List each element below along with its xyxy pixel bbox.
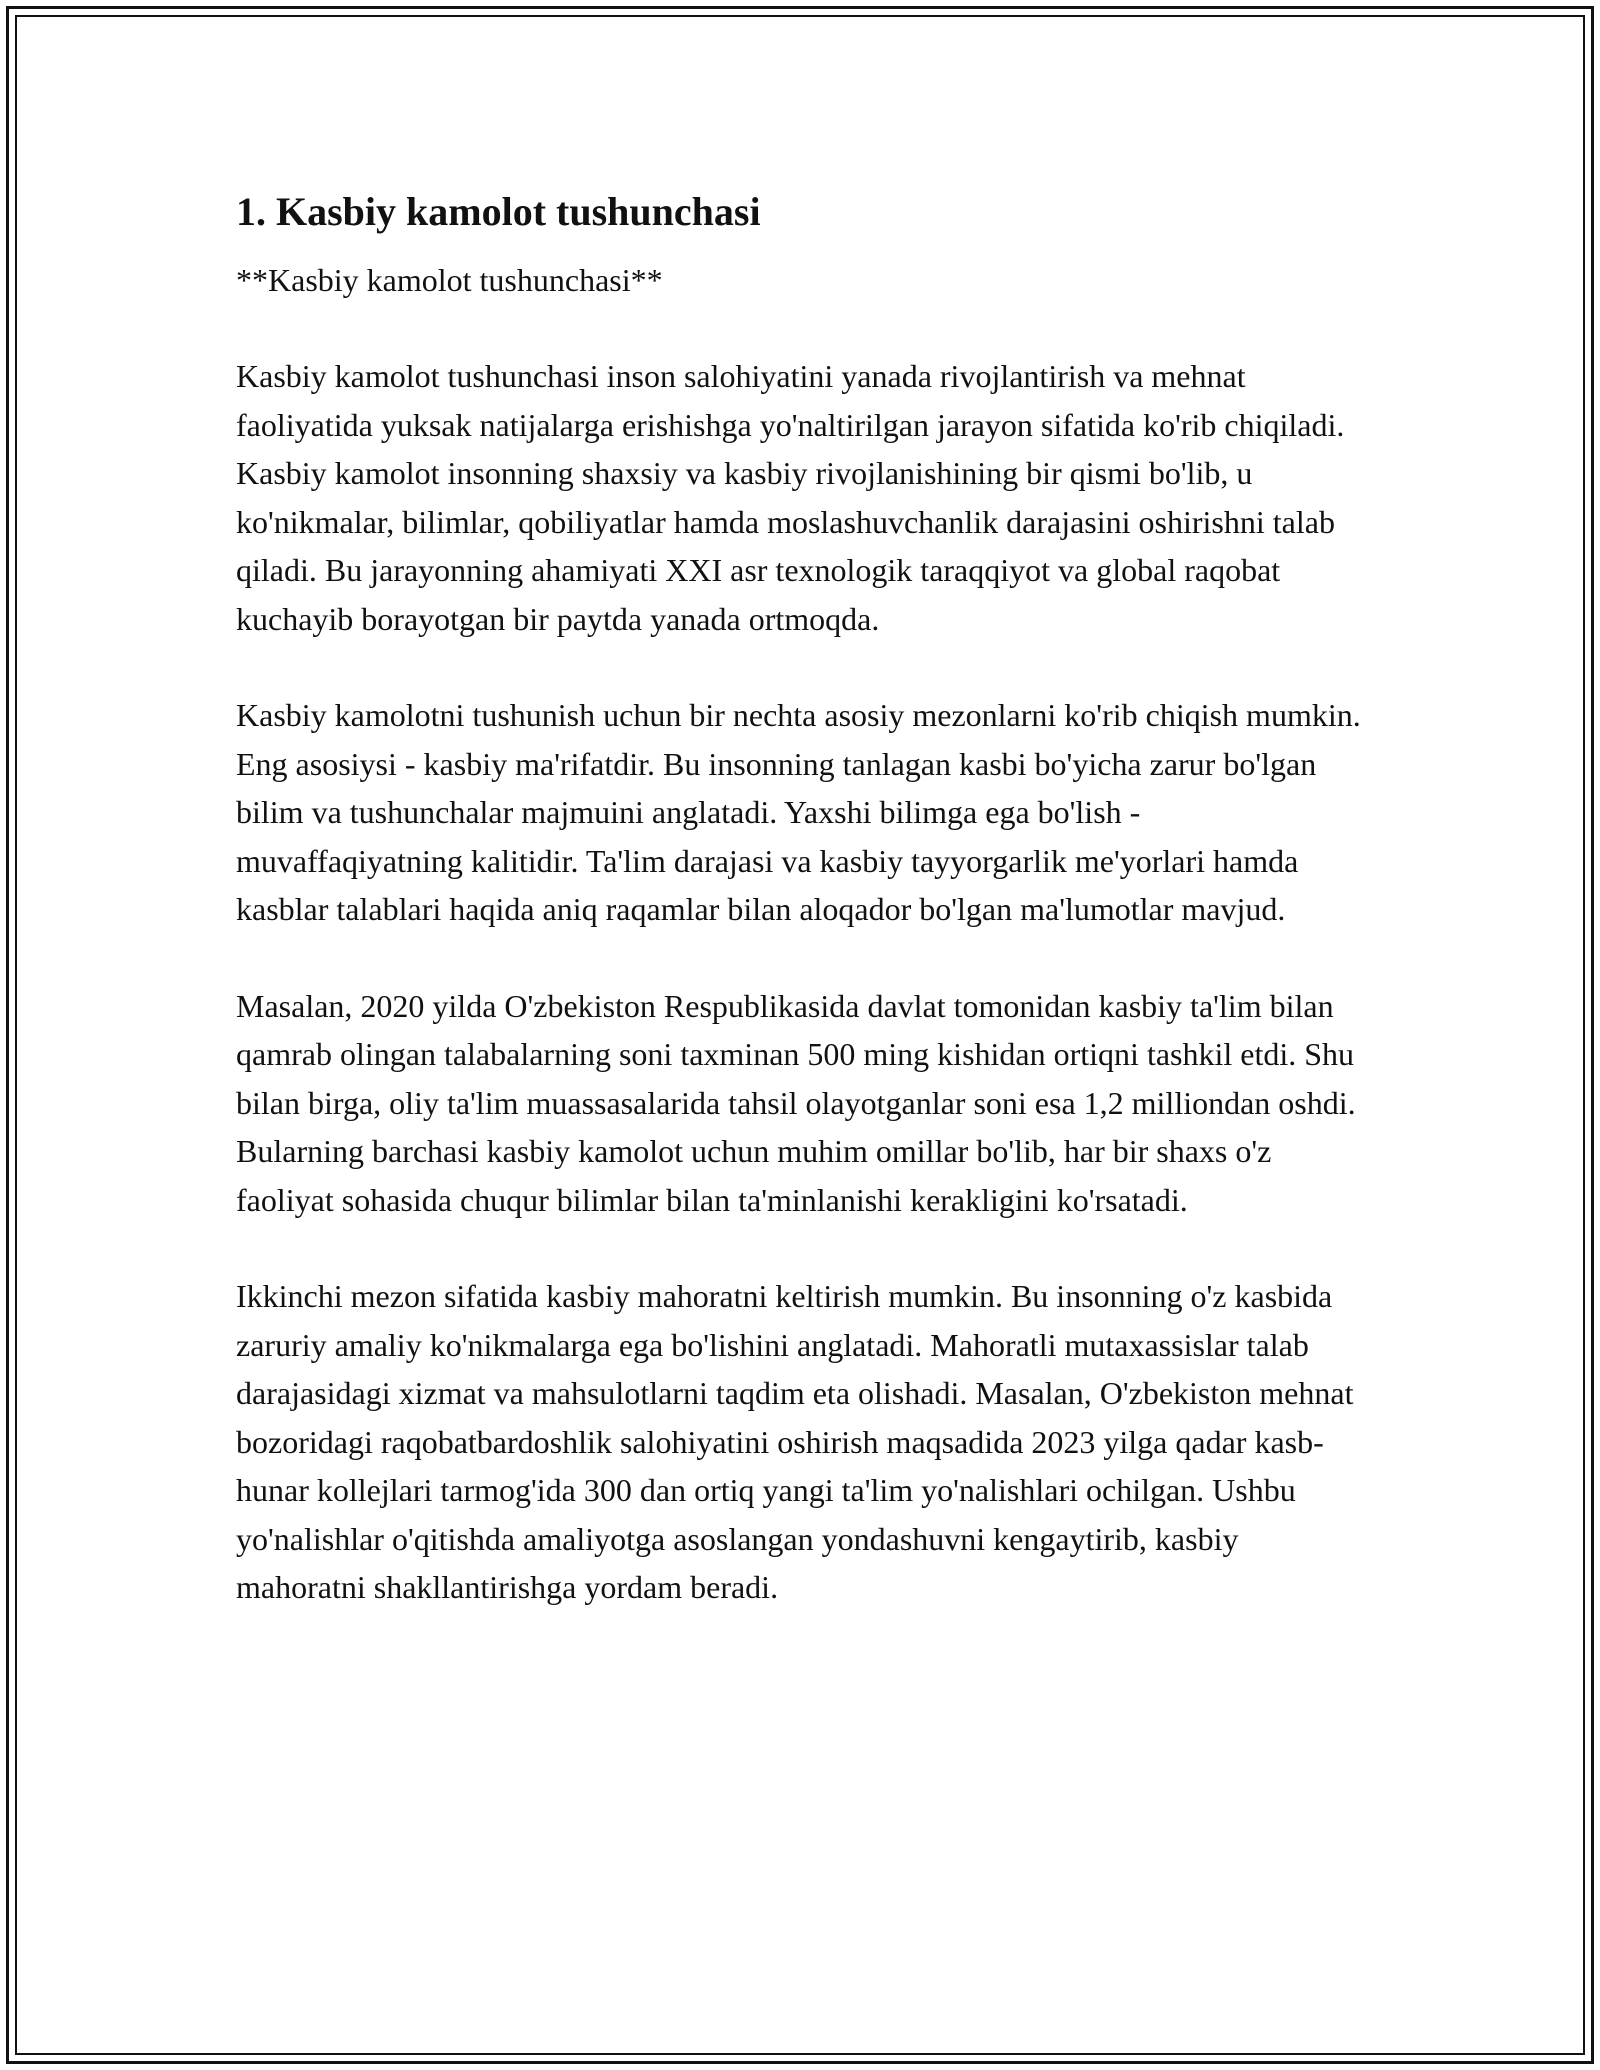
paragraph-4: Ikkinchi mezon sifatida kasbiy mahoratni keltirish mumkin. Bu insonning o'z kasbida zaruriy amaliy ko'nikmalarga ega bo'lishini anglatadi. Mahoratli mutaxassislar talab darajasidagi xizmat va mahsulotlarni taqdim eta olishadi. Masalan, O'zbekiston mehnat bozoridagi raqobatbardoshlik salohiyatini oshirish maqsadida 2023 yilga qadar kasb-hunar kollejlari tarmog'ida 300 dan ortiq yangi ta'lim yo'nalishlari ochilgan. Ushbu yo'nalishlar o'qitishda amaliyotga asoslangan yondashuvni kengaytirib, kasbiy mahoratni shakllantirishga yordam beradi. — [236, 1278, 1354, 1605]
document-subtitle: **Kasbiy kamolot tushunchasi** — [236, 262, 663, 298]
paragraph-2: Kasbiy kamolotni tushunish uchun bir nechta asosiy mezonlarni ko'rib chiqish mumkin. Eng asosiysi - kasbiy ma'rifatdir. Bu insonning tanlagan kasbi bo'yicha zarur bo'lgan bilim va tushunchalar majmuini anglatadi. Yaxshi bilimga ega bo'lish - muvaffaqiyatning kalitidir. Ta'lim darajasi va kasbiy tayyorgarlik me'yorlari hamda kasblar talablari haqida aniq raqamlar bilan aloqador bo'lgan ma'lumotlar mavjud. — [236, 697, 1361, 927]
document-title: 1. Kasbiy kamolot tushunchasi — [236, 189, 761, 234]
document-body — [236, 186, 1366, 1612]
paragraph-1: Kasbiy kamolot tushunchasi inson salohiyatini yanada rivojlantirish va mehnat faoliyatida yuksak natijalarga erishishga yo'naltirilgan jarayon sifatida ko'rib chiqiladi. Kasbiy kamolot insonning shaxsiy va kasbiy rivojlanishining bir qismi bo'lib, u ko'nikmalar, bilimlar, qobiliyatlar hamda moslashuvchanlik darajasini oshirishni talab qiladi. Bu jarayonning ahamiyati XXI asr texnologik taraqqiyot va global raqobat kuchayib borayotgan bir paytda yanada ortmoqda. — [236, 358, 1345, 637]
paragraph-3: Masalan, 2020 yilda O'zbekiston Respublikasida davlat tomonidan kasbiy ta'lim bilan qamrab olingan talabalarning soni taxminan 500 ming kishidan ortiqni tashkil etdi. Shu bilan birga, oliy ta'lim muassasalarida tahsil olayotganlar soni esa 1,2 milliondan oshdi. Bularning barchasi kasbiy kamolot uchun muhim omillar bo'lib, har bir shaxs o'z faoliyat sohasida chuqur bilimlar bilan ta'minlanishi kerakligini ko'rsatadi. — [236, 987, 1356, 1218]
